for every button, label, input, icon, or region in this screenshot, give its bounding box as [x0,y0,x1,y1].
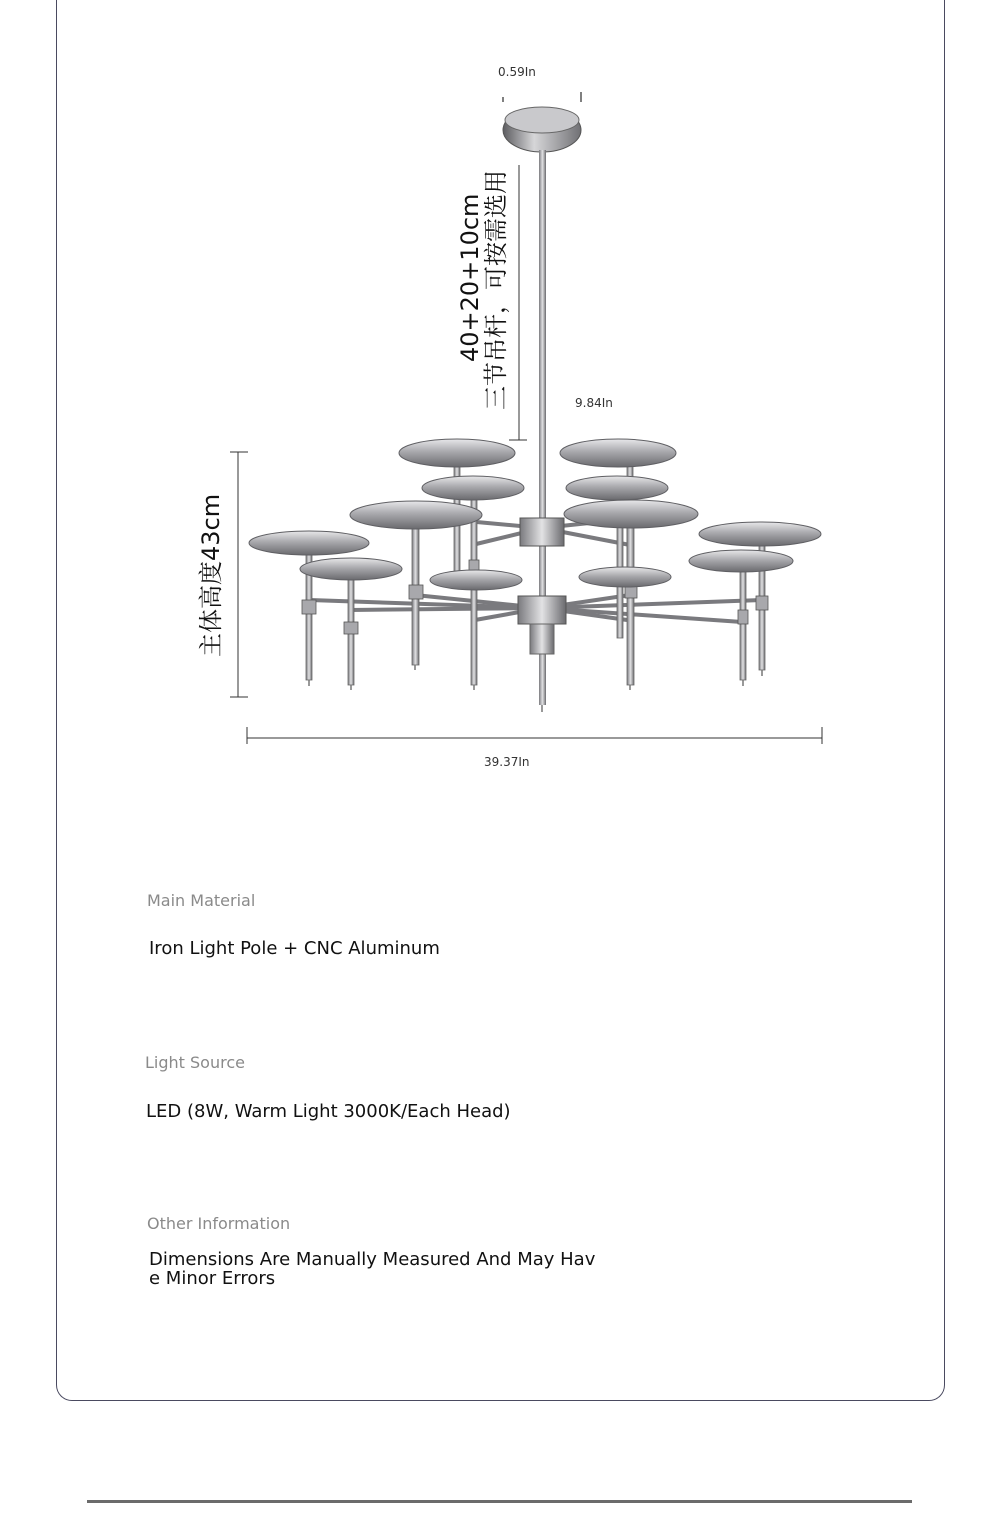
body-height-label: 主体高度43cm [197,493,225,657]
other-information-label: Other Information [147,1214,291,1233]
top-width-label: 0.59In [498,65,536,79]
other-information-value [149,1250,595,1288]
other-information-line-2: e Minor Errors [149,1268,276,1289]
rod-length-marker [509,165,527,440]
overall-width-label: 39.37In [484,755,530,769]
top-width-marker [503,92,581,102]
main-material-value: Iron Light Pole + CNC Aluminum [149,938,440,959]
ceiling-canopy [503,107,581,152]
light-source-value: LED (8W, Warm Light 3000K/Each Head) [146,1101,511,1122]
footer-divider [87,1500,912,1503]
overall-width-marker [247,727,822,744]
light-discs [249,439,821,590]
rod-length-label: 40+20+10cm [456,193,484,362]
lower-arms [310,595,762,654]
rod-note-label: 三节吊杆，可按需选用 [482,170,510,410]
stem-tips [309,665,762,712]
light-source-label: Light Source [145,1053,245,1072]
body-height-marker [230,452,248,697]
disc-diameter-label: 9.84In [575,396,613,410]
main-material-label: Main Material [147,891,256,910]
other-information-line-1: Dimensions Are Manually Measured And May Hav [149,1249,596,1270]
